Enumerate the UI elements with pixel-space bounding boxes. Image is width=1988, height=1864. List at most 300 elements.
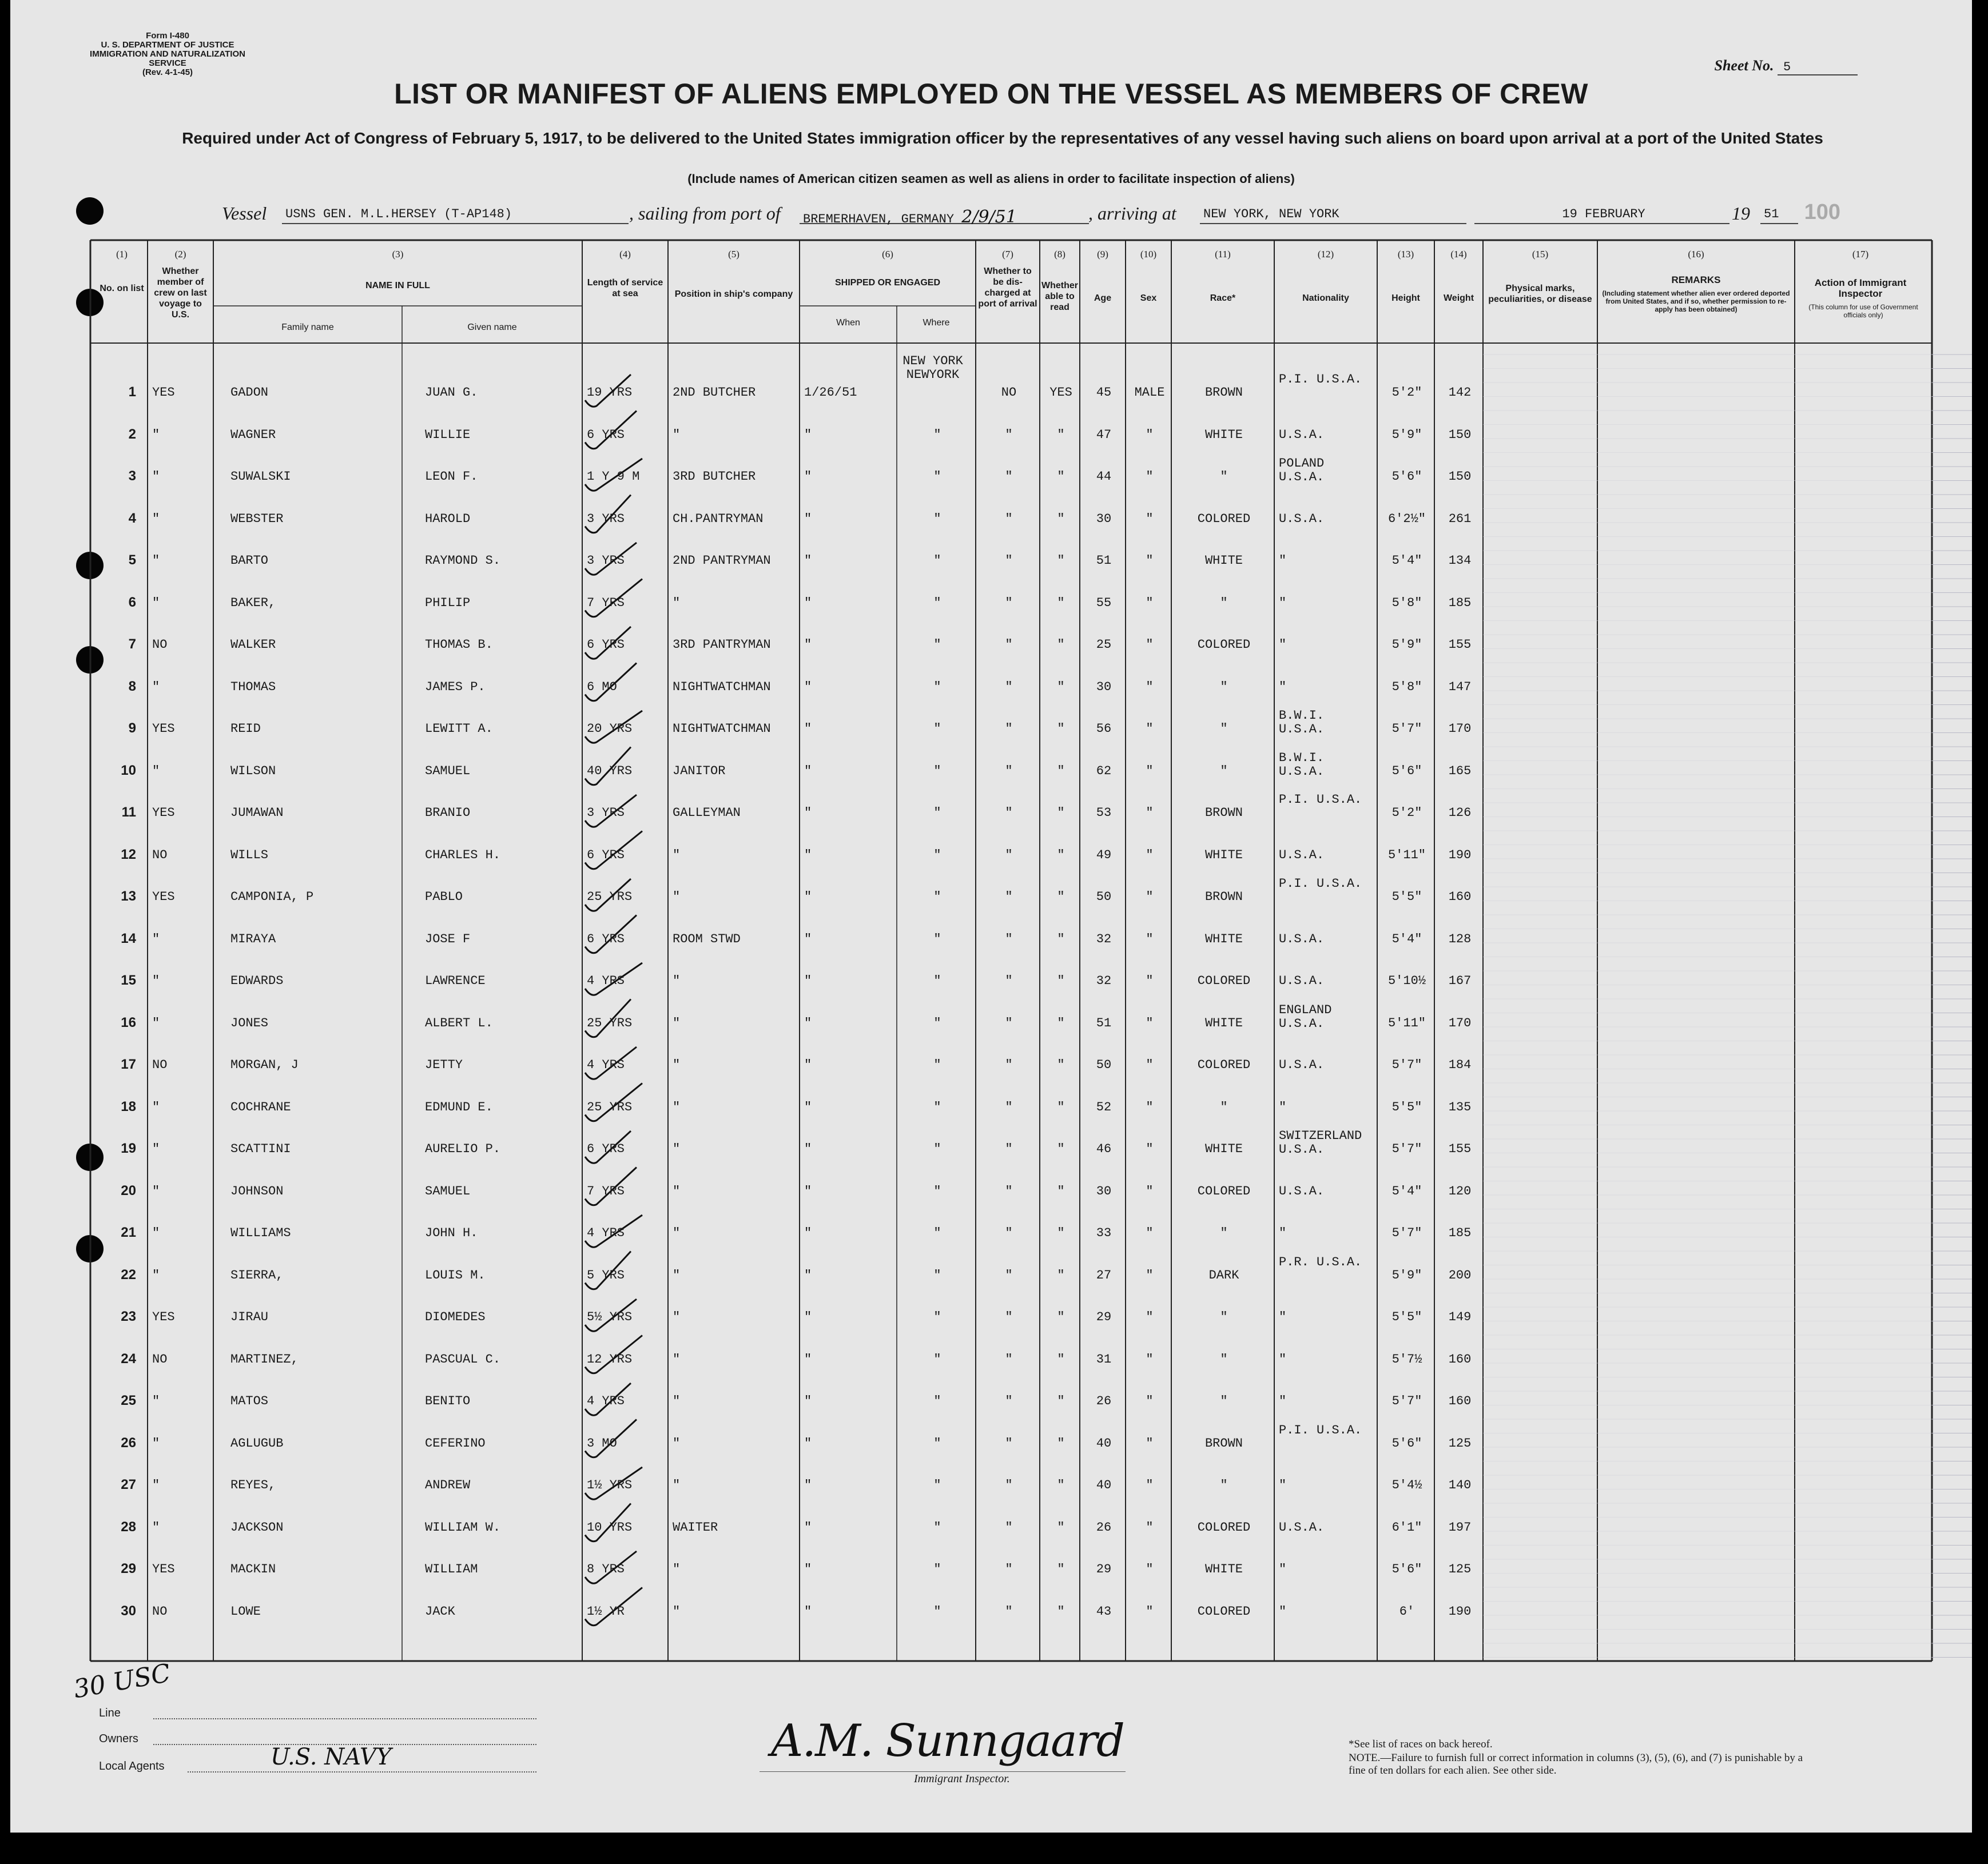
cell-age: 43 <box>1096 1604 1112 1619</box>
cell-service: 6 YRS <box>587 1142 625 1156</box>
cell-race: COLORED <box>1197 1058 1251 1072</box>
document-note: (Include names of American citizen seamen as well as aliens in order to facilitate inspection of aliens) <box>687 172 1295 186</box>
cell-read: " <box>1057 638 1065 652</box>
cell-position: 2ND BUTCHER <box>673 385 756 400</box>
cell-height: 6'1" <box>1391 1520 1422 1535</box>
row-number: 15 <box>121 973 136 988</box>
cell-given: CEFERINO <box>425 1436 486 1451</box>
row-number: 17 <box>121 1057 136 1072</box>
cell-when: " <box>804 1436 812 1451</box>
cell-family: BARTO <box>230 553 269 568</box>
revision-date: (Rev. 4-1-45) <box>142 67 193 77</box>
cell-race: " <box>1220 1226 1228 1240</box>
cell-age: 32 <box>1096 931 1112 946</box>
cell-family: MATOS <box>230 1394 269 1408</box>
cell-family: WILLS <box>230 847 269 862</box>
cell-when: " <box>804 974 812 988</box>
cell-weight: 170 <box>1448 1015 1472 1030</box>
cell-race: " <box>1220 1394 1228 1408</box>
cell-read: " <box>1057 1100 1065 1114</box>
cell-given: PHILIP <box>425 595 471 610</box>
cell-nationality: " <box>1279 679 1287 694</box>
cell-when: " <box>804 1394 812 1408</box>
cell-weight: 135 <box>1448 1100 1472 1114</box>
cell-weight: 147 <box>1448 679 1472 694</box>
cell-read: " <box>1057 511 1065 526</box>
cell-given: DIOMEDES <box>425 1310 486 1324</box>
cell-height: 6' <box>1399 1604 1415 1619</box>
cell-family: JUMAWAN <box>230 806 284 820</box>
column-number-c6: (6) <box>882 249 893 260</box>
cell-race: WHITE <box>1204 931 1243 946</box>
cell-weight: 160 <box>1448 1394 1472 1408</box>
cell-position: NIGHTWATCHMAN <box>673 722 771 736</box>
cell-when: " <box>804 806 812 820</box>
cell-height: 5'6" <box>1391 1436 1422 1451</box>
cell-age: 31 <box>1096 1352 1112 1367</box>
cell-where: " <box>933 1562 941 1576</box>
cell-weight: 125 <box>1448 1436 1472 1451</box>
row-number: 30 <box>121 1603 136 1619</box>
cell-discharged: " <box>1005 511 1013 526</box>
cell-where: " <box>933 722 941 736</box>
cell-read: " <box>1057 890 1065 904</box>
cell-read: " <box>1057 763 1065 778</box>
cell-crew: NO <box>152 1058 168 1072</box>
cell-service: 5½ YRS <box>587 1310 633 1324</box>
cell-sex: " <box>1146 679 1154 694</box>
cell-given: ANDREW <box>425 1478 471 1492</box>
cell-service: 25 YRS <box>587 1015 633 1030</box>
cell-family: AGLUGUB <box>230 1436 284 1451</box>
cell-crew: YES <box>152 890 175 904</box>
column-number-c17: (17) <box>1852 249 1869 260</box>
cell-family: MACKIN <box>230 1562 276 1576</box>
cell-position: " <box>673 1478 681 1492</box>
cell-age: 50 <box>1096 890 1112 904</box>
row-number: 21 <box>121 1225 136 1240</box>
cell-when: " <box>804 931 812 946</box>
column-label-c2: Whether member of crew on last voyage to U.S. <box>154 266 207 320</box>
cell-position: " <box>673 1310 681 1324</box>
manifest-sheet <box>10 0 1972 1833</box>
cell-position: " <box>673 1226 681 1240</box>
cell-height: 5'7" <box>1391 1226 1422 1240</box>
column-label-c14: Weight <box>1443 293 1474 303</box>
cell-height: 5'9" <box>1391 638 1422 652</box>
column-number-c8: (8) <box>1054 249 1065 260</box>
cell-service: 7 YRS <box>587 595 625 610</box>
races-note: *See list of races on back hereof. <box>1349 1738 1493 1750</box>
column-label-c17: Action of Immigrant Inspector <box>1814 277 1907 299</box>
column-label-c13: Height <box>1391 293 1420 303</box>
cell-where: " <box>933 1436 941 1451</box>
cell-race: WHITE <box>1204 1142 1243 1156</box>
cell-discharged: " <box>1005 427 1013 442</box>
cell-where: " <box>933 1520 941 1535</box>
cell-crew: " <box>152 1142 160 1156</box>
row-number: 7 <box>128 636 136 652</box>
cell-when: " <box>804 890 812 904</box>
cell-nationality: " <box>1279 1478 1287 1492</box>
cell-family: MARTINEZ, <box>230 1352 299 1367</box>
cell-when: " <box>804 847 812 862</box>
cell-sex: " <box>1146 1352 1154 1367</box>
cell-when: " <box>804 1184 812 1198</box>
cell-age: 30 <box>1096 679 1112 694</box>
cell-where: " <box>933 553 941 568</box>
cell-when: " <box>804 1268 812 1283</box>
cell-sex: " <box>1146 595 1154 610</box>
cell-service: 1½ YRS <box>587 1478 633 1492</box>
row-number: 27 <box>121 1477 136 1492</box>
cell-given: ALBERT L. <box>425 1015 493 1030</box>
cell-weight: 185 <box>1448 1226 1472 1240</box>
cell-race: WHITE <box>1204 1562 1243 1576</box>
cell-age: 45 <box>1096 385 1112 400</box>
cell-family: WAGNER <box>230 427 276 442</box>
cell-discharged: " <box>1005 1436 1013 1451</box>
cell-height: 5'11" <box>1387 1015 1426 1030</box>
cell-age: 56 <box>1096 722 1112 736</box>
year-prefix: 19 <box>1732 203 1750 224</box>
cell-sex: " <box>1146 1100 1154 1114</box>
cell-discharged: " <box>1005 722 1013 736</box>
cell-discharged: " <box>1005 1184 1013 1198</box>
cell-sex: " <box>1146 806 1154 820</box>
cell-crew: " <box>152 1478 160 1492</box>
cell-weight: 150 <box>1448 427 1472 442</box>
cell-given: CHARLES H. <box>425 847 501 862</box>
cell-where: NEW YORK NEWYORK <box>902 354 963 382</box>
cell-crew: NO <box>152 638 168 652</box>
owners-label: Owners <box>99 1732 138 1745</box>
column-number-c13: (13) <box>1397 249 1414 260</box>
cell-family: MIRAYA <box>230 931 276 946</box>
cell-given: BENITO <box>425 1394 471 1408</box>
cell-crew: " <box>152 553 160 568</box>
cell-age: 52 <box>1096 1100 1112 1114</box>
cell-race: " <box>1220 469 1228 484</box>
cell-service: 8 YRS <box>587 1562 625 1576</box>
cell-discharged: " <box>1005 679 1013 694</box>
cell-race: WHITE <box>1204 1015 1243 1030</box>
cell-crew: " <box>152 679 160 694</box>
cell-discharged: " <box>1005 1604 1013 1619</box>
cell-crew: " <box>152 1436 160 1451</box>
cell-position: " <box>673 1268 681 1283</box>
cell-race: BROWN <box>1204 1436 1243 1451</box>
cell-age: 30 <box>1096 511 1112 526</box>
row-number: 10 <box>121 762 136 778</box>
cell-weight: 160 <box>1448 1352 1472 1367</box>
cell-race: COLORED <box>1197 1604 1251 1619</box>
cell-when: " <box>804 722 812 736</box>
cell-read: " <box>1057 806 1065 820</box>
cell-where: " <box>933 1352 941 1367</box>
cell-age: 44 <box>1096 469 1112 484</box>
cell-family: SUWALSKI <box>230 469 291 484</box>
cell-where: " <box>933 469 941 484</box>
cell-family: LOWE <box>230 1604 261 1619</box>
cell-race: COLORED <box>1197 1184 1251 1198</box>
cell-position: CH.PANTRYMAN <box>673 511 764 526</box>
cell-race: " <box>1220 679 1228 694</box>
cell-position: WAITER <box>673 1520 718 1535</box>
cell-where: " <box>933 1142 941 1156</box>
cell-service: 6 MO <box>587 679 617 694</box>
cell-height: 5'9" <box>1391 427 1422 442</box>
cell-discharged: " <box>1005 1352 1013 1367</box>
cell-where: " <box>933 1015 941 1030</box>
row-number: 26 <box>121 1435 136 1451</box>
cell-height: 5'2" <box>1391 806 1422 820</box>
cell-race: WHITE <box>1204 553 1243 568</box>
cell-sex: " <box>1146 1058 1154 1072</box>
cell-read: " <box>1057 679 1065 694</box>
cell-nationality: " <box>1279 553 1287 568</box>
cell-given: WILLIAM W. <box>425 1520 501 1535</box>
cell-crew: " <box>152 427 160 442</box>
cell-age: 40 <box>1096 1436 1112 1451</box>
row-number: 28 <box>121 1519 136 1535</box>
cell-weight: 261 <box>1448 511 1472 526</box>
cell-race: COLORED <box>1197 511 1251 526</box>
cell-where: " <box>933 511 941 526</box>
cell-nationality: " <box>1279 595 1287 610</box>
cell-discharged: " <box>1005 1562 1013 1576</box>
cell-when: " <box>804 1352 812 1367</box>
cell-position: " <box>673 974 681 988</box>
cell-discharged: " <box>1005 1268 1013 1283</box>
cell-service: 40 YRS <box>587 763 633 778</box>
cell-crew: YES <box>152 1562 175 1576</box>
cell-sex: " <box>1146 1562 1154 1576</box>
cell-height: 5'7" <box>1391 1058 1422 1072</box>
cell-position: " <box>673 595 681 610</box>
cell-family: BAKER, <box>230 595 276 610</box>
cell-when: " <box>804 1015 812 1030</box>
cell-height: 5'9" <box>1391 1268 1422 1283</box>
cell-read: " <box>1057 931 1065 946</box>
cell-given: JETTY <box>425 1058 463 1072</box>
cell-position: " <box>673 847 681 862</box>
cell-crew: YES <box>152 722 175 736</box>
row-number: 14 <box>121 930 136 946</box>
cell-age: 30 <box>1096 1184 1112 1198</box>
row-number: 6 <box>128 594 136 610</box>
column-sub-action: (This column for use of Government officials only) <box>1808 303 1918 319</box>
sailing-label: , sailing from port of <box>629 203 781 224</box>
cell-when: " <box>804 1562 812 1576</box>
row-number: 11 <box>121 804 136 820</box>
cell-position: 2ND PANTRYMAN <box>673 553 771 568</box>
row-number: 20 <box>121 1182 136 1198</box>
cell-weight: 134 <box>1448 553 1472 568</box>
cell-race: COLORED <box>1197 974 1251 988</box>
sheet-number-value: 5 <box>1778 60 1858 75</box>
cell-nationality: " <box>1279 1226 1287 1240</box>
cell-crew: YES <box>152 1310 175 1324</box>
vessel-label: Vessel <box>222 203 267 224</box>
port-to: NEW YORK, NEW YORK <box>1200 207 1466 224</box>
cell-family: WALKER <box>230 638 276 652</box>
cell-weight: 155 <box>1448 1142 1472 1156</box>
cell-crew: " <box>152 595 160 610</box>
cell-given: JACK <box>425 1604 455 1619</box>
cell-nationality: P.R. U.S.A. <box>1279 1254 1362 1269</box>
cell-crew: " <box>152 1520 160 1535</box>
cell-family: REID <box>230 722 261 736</box>
cell-where: " <box>933 806 941 820</box>
cell-sex: " <box>1146 1394 1154 1408</box>
cell-service: 4 YRS <box>587 1394 625 1408</box>
cell-discharged: " <box>1005 638 1013 652</box>
cell-discharged: " <box>1005 931 1013 946</box>
cell-nationality: " <box>1279 1352 1287 1367</box>
cell-sex: " <box>1146 974 1154 988</box>
cell-weight: 197 <box>1448 1520 1472 1535</box>
row-number: 8 <box>128 678 136 694</box>
cell-when: " <box>804 1478 812 1492</box>
line-field <box>153 1718 536 1719</box>
cell-race: " <box>1220 763 1228 778</box>
cell-age: 26 <box>1096 1394 1112 1408</box>
cell-given: SAMUEL <box>425 763 471 778</box>
cell-weight: 160 <box>1448 890 1472 904</box>
cell-where: " <box>933 847 941 862</box>
cell-sex: " <box>1146 553 1154 568</box>
cell-nationality: U.S.A. <box>1279 427 1325 442</box>
cell-age: 47 <box>1096 427 1112 442</box>
cell-service: 4 YRS <box>587 974 625 988</box>
cell-discharged: " <box>1005 1310 1013 1324</box>
row-number: 18 <box>121 1098 136 1114</box>
cell-height: 5'8" <box>1391 679 1422 694</box>
vessel-name: USNS GEN. M.L.HERSEY (T-AP148) <box>282 207 629 224</box>
cell-crew: YES <box>152 385 175 400</box>
cell-weight: 126 <box>1448 806 1472 820</box>
cell-position: " <box>673 1604 681 1619</box>
cell-height: 5'10½ <box>1387 974 1426 988</box>
cell-crew: NO <box>152 1604 168 1619</box>
cell-read: " <box>1057 847 1065 862</box>
cell-age: 49 <box>1096 847 1112 862</box>
cell-read: " <box>1057 595 1065 610</box>
cell-weight: 200 <box>1448 1268 1472 1283</box>
cell-position: " <box>673 1015 681 1030</box>
column-label-c15: Physical marks, peculiarities, or disease <box>1488 284 1592 304</box>
cell-sex: " <box>1146 890 1154 904</box>
cell-discharged: " <box>1005 1142 1013 1156</box>
cell-nationality: U.S.A. <box>1279 974 1325 988</box>
cell-family: CAMPONIA, P <box>230 890 314 904</box>
cell-when: " <box>804 553 812 568</box>
arriving-label: , arriving at <box>1088 203 1176 224</box>
cell-race: " <box>1220 1100 1228 1114</box>
cell-service: 7 YRS <box>587 1184 625 1198</box>
cell-position: " <box>673 1562 681 1576</box>
cell-position: JANITOR <box>673 763 726 778</box>
column-number-c14: (14) <box>1450 249 1467 260</box>
cell-discharged: " <box>1005 553 1013 568</box>
cell-read: " <box>1057 553 1065 568</box>
cell-given: AURELIO P. <box>425 1142 501 1156</box>
cell-position: " <box>673 1184 681 1198</box>
row-number: 19 <box>121 1141 136 1156</box>
column-sub-family: Family name <box>281 322 334 332</box>
cell-where: " <box>933 679 941 694</box>
cell-position: 3RD PANTRYMAN <box>673 638 771 652</box>
cell-crew: " <box>152 1100 160 1114</box>
inspector-label: Immigrant Inspector. <box>914 1773 1010 1785</box>
arrival-date: 19 FEBRUARY <box>1474 207 1729 224</box>
cell-weight: 120 <box>1448 1184 1472 1198</box>
cell-given: SAMUEL <box>425 1184 471 1198</box>
sheet-number-label: Sheet No. <box>1714 57 1774 74</box>
cell-race: WHITE <box>1204 847 1243 862</box>
cell-nationality: " <box>1279 638 1287 652</box>
column-label-c9: Age <box>1094 293 1112 303</box>
cell-race: WHITE <box>1204 427 1243 442</box>
cell-crew: " <box>152 1226 160 1240</box>
column-label-c1: No. on list <box>100 284 144 293</box>
cell-where: " <box>933 1478 941 1492</box>
cell-where: " <box>933 1394 941 1408</box>
row-number: 25 <box>121 1393 136 1408</box>
cell-age: 50 <box>1096 1058 1112 1072</box>
cell-crew: " <box>152 511 160 526</box>
cell-position: " <box>673 1394 681 1408</box>
cell-height: 5'5" <box>1391 1310 1422 1324</box>
cell-service: 1 Y 9 M <box>587 469 640 484</box>
cell-service: 4 YRS <box>587 1226 625 1240</box>
cell-nationality: U.S.A. <box>1279 931 1325 946</box>
row-number: 22 <box>121 1266 136 1283</box>
cell-service: 20 YRS <box>587 722 633 736</box>
cell-discharged: " <box>1005 974 1013 988</box>
cell-nationality: U.S.A. <box>1279 1058 1325 1072</box>
cell-where: " <box>933 890 941 904</box>
document-title: LIST OR MANIFEST OF ALIENS EMPLOYED ON THE VESSEL AS MEMBERS OF CREW <box>394 78 1588 110</box>
cell-service: 10 YRS <box>587 1520 633 1535</box>
cell-read: " <box>1057 1478 1065 1492</box>
cell-read: " <box>1057 1520 1065 1535</box>
cell-crew: " <box>152 469 160 484</box>
cell-family: MORGAN, J <box>230 1058 299 1072</box>
cell-given: JAMES P. <box>425 679 486 694</box>
cell-when: " <box>804 1100 812 1114</box>
cell-sex: " <box>1146 847 1154 862</box>
row-number: 3 <box>128 468 136 484</box>
cell-when: " <box>804 1142 812 1156</box>
cell-service: 6 YRS <box>587 931 625 946</box>
cell-nationality: P.I. U.S.A. <box>1279 792 1362 807</box>
cell-given: LEON F. <box>425 469 478 484</box>
cell-read: " <box>1057 1604 1065 1619</box>
cell-age: 32 <box>1096 974 1112 988</box>
cell-age: 29 <box>1096 1562 1112 1576</box>
cell-discharged: " <box>1005 595 1013 610</box>
cell-read: " <box>1057 1058 1065 1072</box>
cell-weight: 128 <box>1448 931 1472 946</box>
cell-discharged: " <box>1005 1226 1013 1240</box>
sail-date: 2/9/51 <box>961 207 1017 227</box>
cell-family: WEBSTER <box>230 511 284 526</box>
cell-position: 3RD BUTCHER <box>673 469 756 484</box>
cell-when: " <box>804 1058 812 1072</box>
cell-race: " <box>1220 722 1228 736</box>
